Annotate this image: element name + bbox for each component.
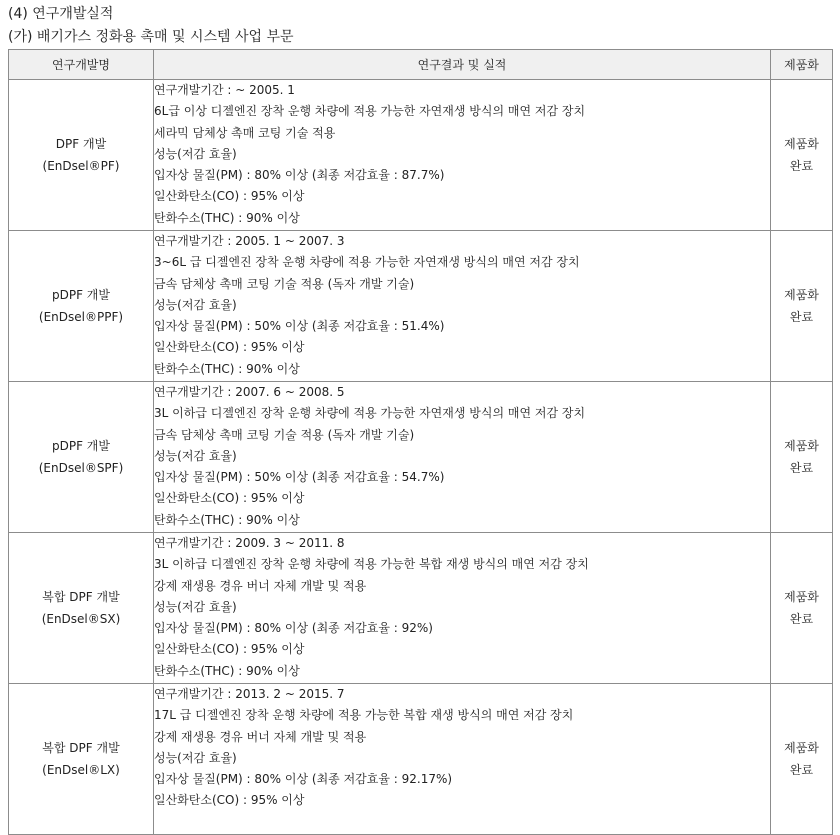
results-cell xyxy=(154,382,771,533)
project-name-cell xyxy=(9,80,154,231)
result-line: 연구개발기간 : 2013. 2 ~ 2015. 7 xyxy=(154,687,345,701)
results-cell xyxy=(154,231,771,382)
project-name-cell xyxy=(9,533,154,684)
project-name-line: (EnDsel®SX) xyxy=(41,612,121,626)
result-line: 연구개발기간 : 2007. 6 ~ 2008. 5 xyxy=(154,385,345,399)
result-line: 연구개발기간 : 2009. 3 ~ 2011. 8 xyxy=(154,536,345,550)
result-line: 탄화수소(THC) : 90% 이상 xyxy=(154,512,300,527)
result-line: 17L 급 디젤엔진 장착 운행 차량에 적용 가능한 복합 재생 방식의 매연 저감 장치 xyxy=(154,708,574,723)
result-line: 일산화탄소(CO) : 95% 이상 xyxy=(154,340,305,355)
result-line: 입자상 물질(PM) : 50% 이상 (최종 저감효율 : 51.4%) xyxy=(154,319,445,334)
project-name-line: pDPF 개발 xyxy=(52,439,110,453)
status-line: 제품화 xyxy=(784,590,819,604)
result-line: 연구개발기간 : ~ 2005. 1 xyxy=(154,83,295,97)
project-name-cell xyxy=(9,231,154,382)
column-header-commercialization: 제품화 xyxy=(771,50,833,80)
result-line: 일산화탄소(CO) : 95% 이상 xyxy=(154,189,305,204)
project-name-line: pDPF 개발 xyxy=(52,288,110,302)
result-line: 강제 재생용 경유 버너 자체 개발 및 적용 xyxy=(154,578,367,593)
project-name-line: (EnDsel®PPF) xyxy=(38,310,124,324)
result-line: 3L 이하급 디젤엔진 장착 운행 차량에 적용 가능한 자연재생 방식의 매연 저감 장치 xyxy=(154,406,586,421)
project-name-line: (EnDsel®LX) xyxy=(42,763,120,777)
result-line: 3L 이하급 디젤엔진 장착 운행 차량에 적용 가능한 복합 재생 방식의 매연 저감 장치 xyxy=(154,557,589,572)
result-line: 탄화수소(THC) : 90% 이상 xyxy=(154,361,300,376)
rnd-results-table xyxy=(8,49,833,835)
result-line: 연구개발기간 : 2005. 1 ~ 2007. 3 xyxy=(154,234,345,248)
result-line: 입자상 물질(PM) : 50% 이상 (최종 저감효율 : 54.7%) xyxy=(154,470,445,485)
result-line: 탄화수소(THC) : 90% 이상 xyxy=(154,663,300,678)
commercialization-status-cell xyxy=(771,382,833,533)
result-line: 3~6L 급 디젤엔진 장착 운행 차량에 적용 가능한 자연재생 방식의 매연 저감 장치 xyxy=(154,255,580,270)
commercialization-status-cell xyxy=(771,684,833,835)
project-name-line: (EnDsel®PF) xyxy=(42,159,120,173)
project-name-line: 복합 DPF 개발 xyxy=(42,590,120,604)
results-cell xyxy=(154,684,771,835)
project-name-cell xyxy=(9,382,154,533)
result-line: 일산화탄소(CO) : 95% 이상 xyxy=(154,642,305,657)
subsection-heading: (가) 배기가스 정화용 촉매 및 시스템 사업 부문 xyxy=(8,29,294,45)
result-line: 성능(저감 효율) xyxy=(154,448,237,463)
section-heading: (4) 연구개발실적 xyxy=(8,6,114,22)
project-name-line: 복합 DPF 개발 xyxy=(42,741,120,755)
column-header-results: 연구결과 및 실적 xyxy=(154,50,771,80)
result-line: 성능(저감 효율) xyxy=(154,297,237,312)
project-name-line: (EnDsel®SPF) xyxy=(38,461,124,475)
result-line: 성능(저감 효율) xyxy=(154,599,237,614)
result-line: 입자상 물질(PM) : 80% 이상 (최종 저감효율 : 92.17%) xyxy=(154,772,453,787)
result-line: 금속 담체상 촉매 코팅 기술 적용 (독자 개발 기술) xyxy=(154,276,415,291)
result-line: 성능(저감 효율) xyxy=(154,750,237,765)
table-row xyxy=(9,382,833,533)
result-line: 강제 재생용 경유 버너 자체 개발 및 적용 xyxy=(154,729,367,744)
table-row xyxy=(9,231,833,382)
status-line: 완료 xyxy=(789,461,814,475)
status-line: 제품화 xyxy=(784,288,819,302)
project-name-cell xyxy=(9,684,154,835)
result-line: 탄화수소(THC) : 90% 이상 xyxy=(154,210,300,225)
status-line: 완료 xyxy=(789,310,814,324)
results-cell xyxy=(154,533,771,684)
result-line: 일산화탄소(CO) : 95% 이상 xyxy=(154,491,305,506)
status-line: 제품화 xyxy=(784,439,819,453)
status-line: 완료 xyxy=(789,763,814,777)
column-header-project-name: 연구개발명 xyxy=(9,50,154,80)
table-row xyxy=(9,684,833,835)
table-body xyxy=(9,80,833,835)
result-line: 입자상 물질(PM) : 80% 이상 (최종 저감효율 : 87.7%) xyxy=(154,168,445,183)
commercialization-status-cell xyxy=(771,80,833,231)
result-line: 일산화탄소(CO) : 95% 이상 xyxy=(154,793,305,808)
result-line: 입자상 물질(PM) : 80% 이상 (최종 저감효율 : 92%) xyxy=(154,621,433,636)
result-line: 금속 담체상 촉매 코팅 기술 적용 (독자 개발 기술) xyxy=(154,427,415,442)
status-line: 제품화 xyxy=(784,137,819,151)
commercialization-status-cell xyxy=(771,533,833,684)
table-row xyxy=(9,533,833,684)
project-name-line: DPF 개발 xyxy=(55,137,107,151)
status-line: 제품화 xyxy=(784,741,819,755)
result-line: 6L급 이상 디젤엔진 장착 운행 차량에 적용 가능한 자연재생 방식의 매연 저감 장치 xyxy=(154,104,586,119)
result-line: 세라믹 담체상 촉매 코팅 기술 적용 xyxy=(154,125,336,140)
status-line: 완료 xyxy=(789,159,814,173)
table-row xyxy=(9,80,833,231)
table-header-row xyxy=(9,50,833,80)
status-line: 완료 xyxy=(789,612,814,626)
commercialization-status-cell xyxy=(771,231,833,382)
results-cell xyxy=(154,80,771,231)
result-line: 성능(저감 효율) xyxy=(154,146,237,161)
